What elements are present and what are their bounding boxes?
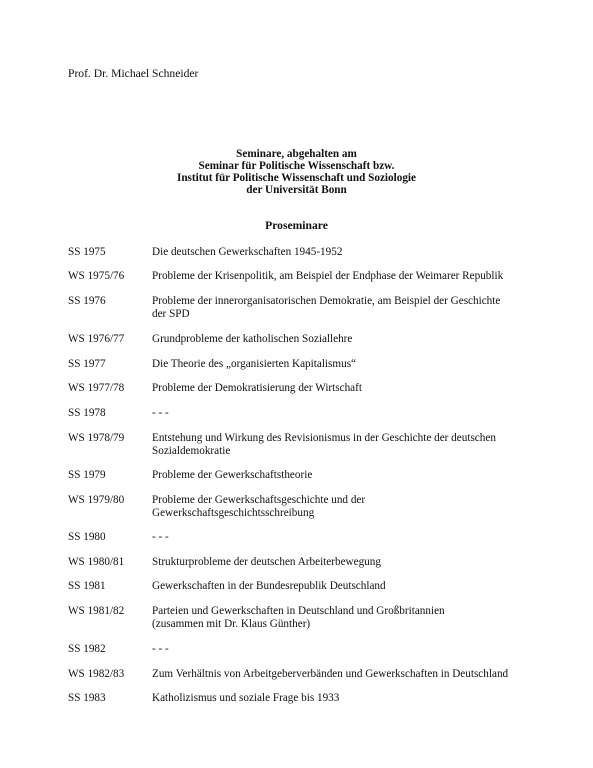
- semester-label: SS 1982: [68, 643, 106, 655]
- seminar-title: [152, 333, 540, 346]
- semester-label: SS 1977: [68, 358, 106, 370]
- seminar-title-line: Probleme der Demokratisierung der Wirtschaft: [152, 382, 362, 394]
- semester-label: WS 1980/81: [68, 556, 125, 568]
- seminar-title-line: Gewerkschaften in der Bundesrepublik Deutschland: [152, 580, 386, 592]
- seminar-title-line: - - -: [152, 643, 169, 655]
- section-title: Proseminare: [265, 219, 328, 232]
- seminar-title: [152, 643, 540, 656]
- heading-line: Seminar für Politische Wissenschaft bzw.: [198, 160, 395, 172]
- seminar-title: [152, 358, 540, 371]
- seminar-title-line: Parteien und Gewerkschaften in Deutschland und Großbritannien: [152, 605, 445, 617]
- semester-label: WS 1977/78: [68, 382, 125, 394]
- seminar-title-line: Probleme der innerorganisatorischen Demokratie, am Beispiel der Geschichte: [152, 295, 501, 307]
- semester-label: WS 1975/76: [68, 270, 125, 282]
- semester-label: SS 1983: [68, 692, 106, 704]
- seminar-title-line: Entstehung und Wirkung des Revisionismus in der Geschichte der deutschen: [152, 432, 496, 444]
- seminar-title-line: Sozialdemokratie: [152, 445, 231, 457]
- seminar-title-line: Probleme der Gewerkschaftsgeschichte und der: [152, 494, 366, 506]
- semester-label: WS 1979/80: [68, 494, 125, 506]
- seminar-title-line: der SPD: [152, 308, 190, 320]
- seminar-title-line: (zusammen mit Dr. Klaus Günther): [152, 618, 311, 630]
- seminar-title: [152, 692, 540, 705]
- semester-label: SS 1978: [68, 407, 106, 419]
- semester-label: SS 1980: [68, 531, 106, 543]
- seminar-title: [152, 270, 540, 283]
- semester-label: WS 1976/77: [68, 333, 125, 345]
- semester-label: SS 1975: [68, 246, 106, 258]
- seminar-title-line: Zum Verhältnis von Arbeitgeberverbänden und Gewerkschaften in Deutschland: [152, 668, 509, 680]
- seminar-title-line: Die Theorie des „organisierten Kapitalismus“: [152, 358, 357, 370]
- heading-line: Institut für Politische Wissenschaft und Soziologie: [176, 172, 416, 184]
- semester-label: SS 1981: [68, 580, 106, 592]
- seminar-title: [152, 407, 540, 420]
- seminar-title-line: Gewerkschaftsgeschichtsschreibung: [152, 507, 315, 519]
- seminar-title: [152, 382, 540, 395]
- seminar-title: [152, 668, 540, 681]
- semester-label: SS 1976: [68, 295, 106, 307]
- seminar-title: [152, 605, 540, 631]
- seminar-title-line: Grundprobleme der katholischen Soziallehre: [152, 333, 353, 345]
- semester-label: WS 1978/79: [68, 432, 125, 444]
- semester-label: WS 1981/82: [68, 605, 125, 617]
- seminar-title-line: - - -: [152, 407, 169, 419]
- seminar-title-line: Strukturprobleme der deutschen Arbeiterbewegung: [152, 556, 381, 568]
- seminar-title-line: Probleme der Gewerkschaftstheorie: [152, 469, 313, 481]
- seminar-title-line: Katholizismus und soziale Frage bis 1933: [152, 692, 340, 704]
- seminar-title-line: Die deutschen Gewerkschaften 1945-1952: [152, 246, 343, 258]
- heading-line: der Universität Bonn: [246, 184, 347, 196]
- author-name: Prof. Dr. Michael Schneider: [68, 67, 199, 80]
- seminar-title-line: - - -: [152, 531, 169, 543]
- seminar-title-line: Probleme der Krisenpolitik, am Beispiel der Endphase der Weimarer Republik: [152, 270, 504, 282]
- seminar-title: [152, 295, 540, 321]
- document-heading: [0, 148, 593, 196]
- seminar-title: [152, 494, 540, 520]
- seminar-title: [152, 556, 540, 569]
- seminar-title: [152, 469, 540, 482]
- semester-label: SS 1979: [68, 469, 106, 481]
- seminar-title: [152, 246, 540, 259]
- seminar-title: [152, 432, 540, 458]
- semester-label: WS 1982/83: [68, 668, 125, 680]
- seminar-title: [152, 531, 540, 544]
- seminar-title: [152, 580, 540, 593]
- heading-line: Seminare, abgehalten am: [236, 148, 357, 160]
